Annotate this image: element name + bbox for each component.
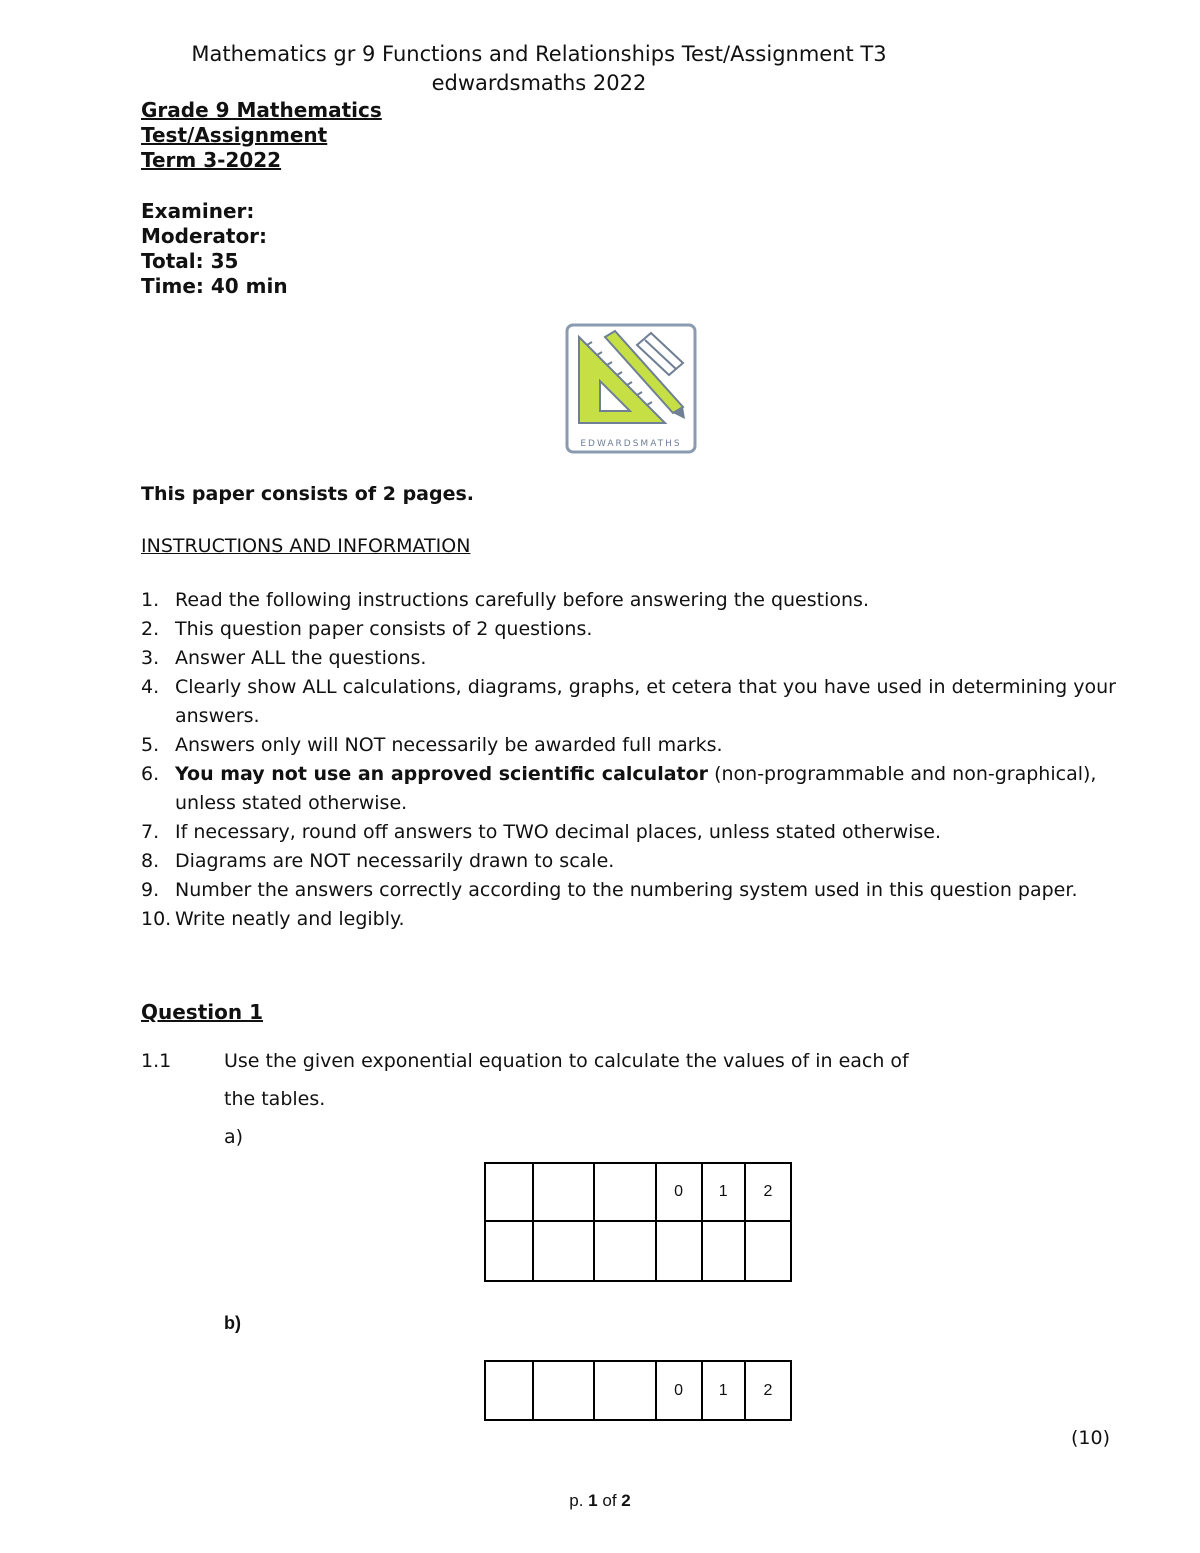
list-item: 10. Write neatly and legibly. bbox=[141, 908, 405, 930]
footer-prefix: p. bbox=[569, 1491, 584, 1510]
header-title: Mathematics gr 9 Functions and Relationships Test/Assignment T3 bbox=[191, 42, 887, 66]
pages-note: This paper consists of 2 pages. bbox=[141, 483, 475, 505]
edwardsmaths-logo bbox=[565, 323, 697, 454]
table-cell bbox=[485, 1361, 533, 1420]
list-item: 5. Answers only will NOT necessarily be awarded full marks. bbox=[141, 734, 723, 756]
table-cell bbox=[745, 1221, 791, 1281]
table-b bbox=[484, 1360, 792, 1421]
part-a-label: a) bbox=[224, 1126, 244, 1148]
table-cell bbox=[533, 1361, 594, 1420]
table-cell bbox=[656, 1221, 702, 1281]
question-1-heading: Question 1 bbox=[141, 1000, 263, 1024]
table-cell bbox=[485, 1163, 533, 1221]
table-cell: 0 bbox=[656, 1163, 702, 1221]
examiner-label: Examiner: bbox=[141, 199, 255, 223]
time-allowed: Time: 40 min bbox=[141, 274, 288, 298]
table-cell: 1 bbox=[702, 1361, 745, 1420]
header-subtitle: edwardsmaths 2022 bbox=[431, 71, 647, 95]
instructions-heading: INSTRUCTIONS AND INFORMATION bbox=[141, 535, 471, 557]
table-cell bbox=[594, 1163, 655, 1221]
question-number: 1.1 bbox=[141, 1050, 172, 1072]
marks-total: (10) bbox=[1071, 1427, 1111, 1449]
table-a bbox=[484, 1162, 792, 1282]
table-cell bbox=[485, 1221, 533, 1281]
list-item: 3. Answer ALL the questions. bbox=[141, 647, 427, 669]
list-item: 2. This question paper consists of 2 questions. bbox=[141, 618, 593, 640]
table-cell bbox=[702, 1221, 745, 1281]
page-footer bbox=[0, 1491, 1200, 1511]
footer-page: 1 bbox=[588, 1491, 598, 1510]
list-item: 6. You may not use an approved scientific calculator (non-programmable and non-graphical), unless stated otherwise. bbox=[141, 763, 1097, 814]
total-marks: Total: 35 bbox=[141, 249, 239, 273]
title-grade: Grade 9 Mathematics bbox=[141, 98, 382, 122]
list-item: 8. Diagrams are NOT necessarily drawn to scale. bbox=[141, 850, 615, 872]
list-item: 9. Number the answers correctly according to the numbering system used in this question paper. bbox=[141, 879, 1078, 901]
footer-total: 2 bbox=[621, 1491, 631, 1510]
list-item: 4. Clearly show ALL calculations, diagrams, graphs, et cetera that you have used in determining your answers. bbox=[141, 676, 1116, 727]
table-cell: 2 bbox=[745, 1361, 791, 1420]
title-term: Term 3-2022 bbox=[141, 148, 282, 172]
question-text-line1: Use the given exponential equation to calculate the values of in each of bbox=[224, 1050, 909, 1072]
moderator-label: Moderator: bbox=[141, 224, 268, 248]
table-cell bbox=[594, 1221, 655, 1281]
table-cell bbox=[533, 1221, 594, 1281]
logo-text: EDWARDSMATHS bbox=[580, 439, 682, 449]
table-cell bbox=[533, 1163, 594, 1221]
table-cell: 1 bbox=[702, 1163, 745, 1221]
part-b-label: b) bbox=[224, 1313, 241, 1333]
table-cell: 0 bbox=[656, 1361, 702, 1420]
table-cell bbox=[594, 1361, 655, 1420]
footer-of: of bbox=[602, 1491, 617, 1510]
instructions-list bbox=[141, 586, 1131, 934]
list-item: 1. Read the following instructions carefully before answering the questions. bbox=[141, 589, 869, 611]
title-test: Test/Assignment bbox=[141, 123, 328, 147]
question-text-line2: the tables. bbox=[224, 1088, 326, 1110]
list-item: 7. If necessary, round off answers to TWO decimal places, unless stated otherwise. bbox=[141, 821, 942, 843]
table-cell: 2 bbox=[745, 1163, 791, 1221]
